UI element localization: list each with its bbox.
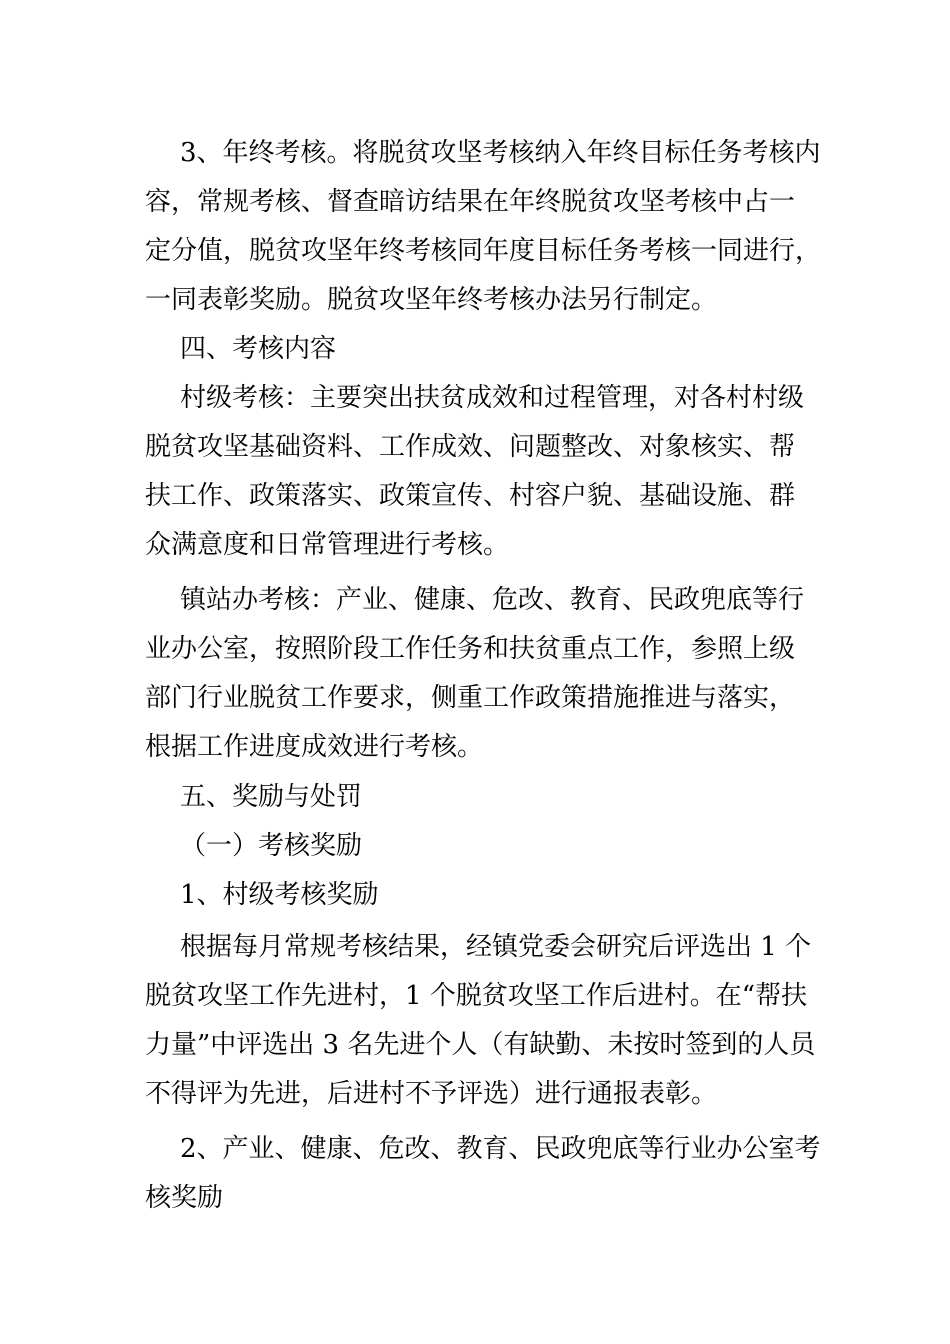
text-line: 2、产业、健康、危改、教育、民政兜底等行业办公室考 [180,1134,821,1164]
text-line: 脱贫攻坚工作先进村，1 个脱贫攻坚工作后进村。在“帮扶 [145,981,808,1011]
text-line: 容，常规考核、督查暗访结果在年终脱贫攻坚考核中占一 [145,187,796,217]
text-line: 定分值，脱贫攻坚年终考核同年度目标任务考核一同进行， [145,236,822,266]
subsection-heading: （一）考核奖励 [180,831,363,861]
subsection-heading: 1、村级考核奖励 [180,880,379,910]
text-line: 不得评为先进，后进村不予评选）进行通报表彰。 [145,1079,718,1109]
text-line: 业办公室，按照阶段工作任务和扶贫重点工作，参照上级 [145,634,796,664]
text-line: 根据工作进度成效进行考核。 [145,732,484,762]
text-line: 扶工作、政策落实、政策宣传、村容户貌、基础设施、群 [145,481,796,511]
section-heading: 四、考核内容 [180,334,337,364]
text-line: 力量”中评选出 3 名先进个人（有缺勤、未按时签到的人员 [145,1030,816,1060]
text-line: 部门行业脱贫工作要求，侧重工作政策措施推进与落实， [145,683,796,713]
text-line: 村级考核：主要突出扶贫成效和过程管理，对各村村级 [180,383,805,413]
text-line: 众满意度和日常管理进行考核。 [145,530,510,560]
text-line: 根据每月常规考核结果，经镇党委会研究后评选出 1 个 [180,932,812,962]
text-line: 脱贫攻坚基础资料、工作成效、问题整改、对象核实、帮 [145,432,796,462]
text-line: 3、年终考核。将脱贫攻坚考核纳入年终目标任务考核内 [180,138,821,168]
section-heading: 五、奖励与处罚 [180,782,363,812]
text-line: 一同表彰奖励。脱贫攻坚年终考核办法另行制定。 [145,285,718,315]
text-line: 镇站办考核：产业、健康、危改、教育、民政兜底等行 [180,585,805,615]
text-line: 核奖励 [145,1183,224,1213]
